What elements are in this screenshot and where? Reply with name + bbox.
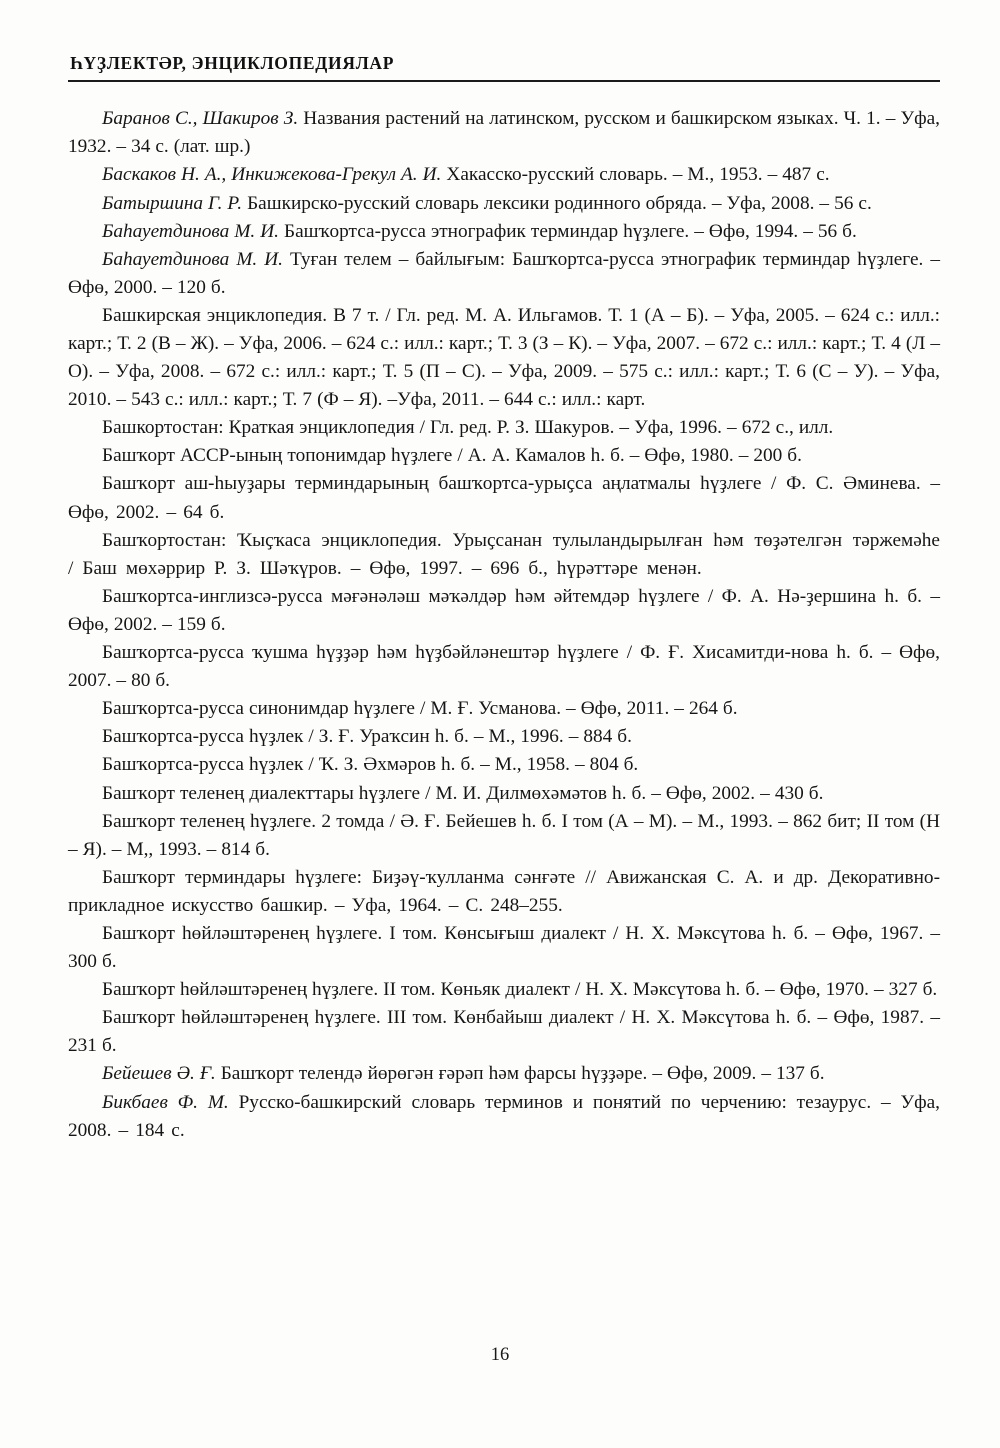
entry-citation: Башкирская энциклопедия. В 7 т. / Гл. ред. М. А. Ильгамов. Т. 1 (А – Б). – Уфа, 2005. – 624 с.: илл.: карт.; Т. 2 (В – Ж). – Уфа, 2006. – 624 с.: илл.: карт.; Т. 3 (З – К). – Уфа, 2007. – 672 с.: илл.: карт.; Т. 4 (Л – О). – Уфа, 2008. – 672 с.: илл.: карт.; Т. 5 (П – С). – Уфа, 2009. – 575 с.: илл.: карт.; Т. 6 (С – У). – Уфа, 2010. – 543 с.: илл.: карт.; Т. 7 (Ф – Я). –Уфа, 2011. – 644 с.: илл.: карт. (68, 304, 940, 411)
bibliography-entry (68, 920, 940, 976)
entry-citation: Названия растений на латинском, русском и башкирском языках. Ч. 1. – Уфа, 1932. – 34 с. (лат. шр.) (68, 108, 940, 158)
bibliography-entry (68, 639, 940, 695)
bibliography-entry (68, 190, 940, 218)
entry-citation: Башҡорт теленең һүҙлеге. 2 томда / Ә. Ғ. Бейешев һ. б. I том (А – М). – М., 1993. – 862 бит; II том (Н – Я). – М,, 1993. – 814 б. (68, 810, 940, 860)
bibliography-entry (68, 1089, 940, 1145)
entry-citation: Башҡорт телендә йөрөгән ғәрәп һәм фарсы һүҙҙәре. – Өфө, 2009. – 137 б. (215, 1063, 825, 1085)
entry-author: Баскаков Н. А., Инкижекова-Грекул А. И. (102, 164, 442, 186)
entry-citation: Башҡорт һөйләштәренең һүҙлеге. III том. Көнбайыш диалект / Н. Х. Мәксүтова һ. б. – Өфө, 1987. – 231 б. (68, 1007, 940, 1057)
bibliography-entry (68, 414, 940, 442)
entry-author: Бикбаев Ф. М. (102, 1091, 229, 1113)
entry-citation: Хакасско-русский словарь. – М., 1953. – 487 с. (441, 164, 830, 186)
bibliography-entry (68, 780, 940, 808)
entry-author: Баһауетдинова М. И. (102, 220, 279, 242)
bibliography-entry (68, 442, 940, 470)
entry-citation: Туған телем – байлығым: Башҡортса-русса этнографик терминдар һүҙлеге. – Өфө, 2000. – 120 б. (68, 248, 940, 298)
entry-citation: Башҡорт терминдары һүҙлеге: Биҙәү-ҡулланма сәнғәте // Авижанская С. А. и др. Декоративно-прикладное искусство башкир. – Уфа, 1964. – С. 248–255. (68, 866, 940, 916)
entry-citation: Башҡортса-русса ҡушма һүҙҙәр һәм һүҙбәйләнештәр һүҙлеге / Ф. Ғ. Хисамитди-нова һ. б. – Өфө, 2007. – 80 б. (68, 642, 940, 692)
running-head: ҺҮҘЛЕКТӘР, ЭНЦИКЛОПЕДИЯЛАР (70, 53, 395, 73)
entry-citation: Башҡорт һөйләштәренең һүҙлеге. II том. Көньяк диалект / Н. Х. Мәксүтова һ. б. – Өфө, 1970. – 327 б. (102, 979, 938, 1001)
bibliography-entry (68, 723, 940, 751)
bibliography-entry (68, 470, 940, 526)
entry-citation: Башҡорт АССР-ының топонимдар һүҙлеге / А. А. Камалов һ. б. – Өфө, 1980. – 200 б. (102, 445, 802, 467)
bibliography-entry (68, 1060, 940, 1088)
entry-citation: Башкирско-русский словарь лексики родинного обряда. – Уфа, 2008. – 56 с. (242, 192, 872, 214)
entry-citation: Башҡортса-инглизсә-русса мәғәнәләш мәҡәлдәр һәм әйтемдәр һүҙлеге / Ф. А. Нә-ҙершина һ. б. – Өфө, 2002. – 159 б. (68, 585, 940, 635)
bibliography-entry (68, 695, 940, 723)
entry-author: Баранов С., Шакиров З. (102, 108, 299, 130)
entry-author: Баһауетдинова М. И. (102, 248, 283, 270)
page-number: 16 (490, 1345, 510, 1365)
entry-citation: Русско-башкирский словарь терминов и понятий по черчению: тезаурус. – Уфа, 2008. – 184 с. (68, 1091, 940, 1141)
entry-citation: Башҡорт һөйләштәренең һүҙлеге. I том. Көнсығыш диалект / Н. Х. Мәксүтова һ. б. – Өфө, 1967. – 300 б. (68, 922, 940, 973)
entry-citation: Башҡортостан: Ҡыҫҡаса энциклопедия. Урыҫсанан тулыландырылған һәм төҙәтелгән тәржемәһе / Баш мөхәррир Р. З. Шәҡүров. – Өфө, 1997. – 696 б., һүрәттәре менән. (68, 529, 940, 579)
running-head-rule (68, 80, 940, 82)
bibliography-entry (68, 105, 940, 161)
bibliography-entry (68, 976, 940, 1004)
bibliography-entry (68, 161, 940, 189)
bibliography-entry (68, 246, 940, 302)
page-content (68, 54, 940, 1145)
bibliography-entry (68, 808, 940, 864)
bibliography-entry (68, 864, 940, 920)
entry-author: Бейешев Ә. Ғ. (102, 1063, 216, 1085)
entry-citation: Башҡортса-русса һүҙлек / Ҡ. З. Әхмәров һ. б. – М., 1958. – 804 б. (102, 754, 639, 776)
bibliography-entry (68, 302, 940, 414)
entry-citation: Башҡортса-русса һүҙлек / З. Ғ. Ураҡсин һ. б. – М., 1996. – 884 б. (102, 726, 632, 748)
bibliography-entry (68, 218, 940, 246)
bibliography-list (68, 105, 940, 1144)
bibliography-entry (68, 527, 940, 583)
bibliography-entry (68, 583, 940, 639)
entry-citation: Башҡортса-русса синонимдар һүҙлеге / М. Ғ. Усманова. – Өфө, 2011. – 264 б. (102, 698, 738, 720)
bibliography-entry (68, 751, 940, 779)
entry-citation: Башҡорт теленең диалекттары һүҙлеге / М. И. Дилмөхәмәтов һ. б. – Өфө, 2002. – 430 б. (102, 782, 824, 804)
entry-citation: Башкортостан: Краткая энциклопедия / Гл. ред. Р. З. Шакуров. – Уфа, 1996. – 672 с., илл. (102, 417, 834, 439)
entry-author: Батыршина Г. Р. (102, 192, 243, 214)
entry-citation: Башҡорт аш-һыуҙары терминдарының башҡортса-урыҫса аңлатмалы һүҙлеге / Ф. С. Әминева. – Өфө, 2002. – 64 б. (68, 473, 940, 523)
bibliography-entry (68, 1004, 940, 1060)
entry-citation: Башҡортса-русса этнографик терминдар һүҙлеге. – Өфө, 1994. – 56 б. (278, 220, 857, 242)
